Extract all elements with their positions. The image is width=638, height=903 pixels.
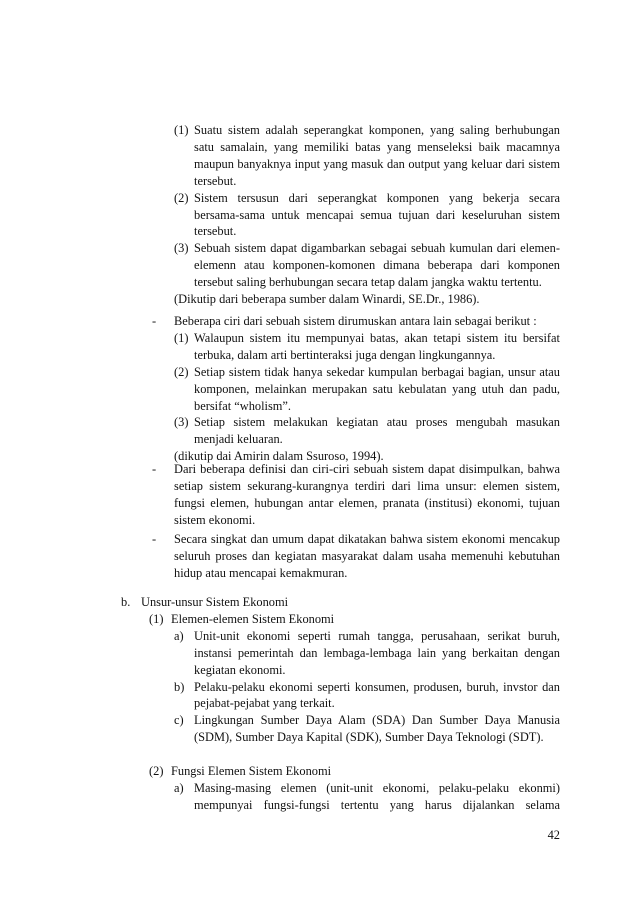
sub1-item-label: a): [174, 628, 184, 643]
definition-label: (3): [174, 241, 189, 256]
section-gap: [121, 746, 560, 763]
section-b-label: b.: [121, 595, 131, 609]
ringkas-text: Secara singkat dan umum dapat dikatakan bahwa sistem ekonomi mencakup seluruh proses dan kegiatan masyarakat dalam usaha memenuhi kebutuhan hidup atau mencapai kemakmuran.: [174, 532, 560, 580]
ciri-lead-text: Beberapa ciri dari sebuah sistem dirumuskan antara lain sebagai berikut :: [174, 314, 537, 328]
ringkas-section: [152, 531, 560, 582]
ciri-item-3: [174, 414, 560, 448]
definition-item-3: [174, 240, 560, 291]
sub1-label: (1): [149, 611, 164, 626]
ciri-lead: [152, 313, 560, 330]
ciri-text: Setiap sistem tidak hanya sekedar kumpulan berbagai bagian, unsur atau komponen, melainkan merupakan satu kebulatan yang utuh dan padu, bersifat “wholism”.: [194, 364, 560, 413]
ciri-label: (2): [174, 364, 189, 379]
sub1-item-label: c): [174, 713, 184, 728]
ciri-label: (1): [174, 330, 189, 345]
ciri-item-1: [174, 330, 560, 364]
ciri-source: (dikutip dai Amirin dalam Ssuroso, 1994).: [174, 449, 384, 464]
definition-source: (Dikutip dari beberapa sumber dalam Winardi, SE.Dr., 1986).: [174, 292, 480, 307]
sub2-label: (2): [149, 764, 164, 779]
sub2-heading: [149, 763, 560, 780]
section-b-heading: [121, 594, 560, 611]
definition-label: (1): [174, 123, 189, 137]
definition-text: Sistem tersusun dari seperangkat komponen yang bekerja secara bersama-sama untuk mencapai semua tujuan dari keseluruhan sistem tersebut.: [194, 190, 560, 239]
dash-bullet: -: [152, 532, 157, 546]
sub1-heading: [149, 611, 560, 628]
sub1-item-c: [174, 712, 560, 746]
sub1: [121, 611, 560, 746]
kesimpulan-paragraph: [152, 461, 560, 529]
sub2-item-label: a): [174, 781, 184, 796]
sub1-title: Elemen-elemen Sistem Ekonomi: [171, 611, 335, 626]
dash-bullet: -: [152, 314, 157, 328]
ciri-list: [152, 330, 560, 465]
sub2-title: Fungsi Elemen Sistem Ekonomi: [171, 764, 332, 779]
ringkas-paragraph: [152, 531, 560, 582]
ciri-label: (3): [174, 415, 189, 430]
sub2-item-text: Masing-masing elemen (unit-unit ekonomi, pelaku-pelaku ekonmi) mempunyai fungsi-fungsi tertentu yang harus dijalankan selama: [194, 781, 560, 812]
section-b-title: Unsur-unsur Sistem Ekonomi: [141, 595, 289, 609]
definition-text: Sebuah sistem dapat digambarkan sebagai sebuah kumulan dari elemen-elemenn atau komponen-komonen dimana beberapa dari komponen tersebut saling berhubungan secara tetap dalam jangka waktu tertentu.: [194, 241, 560, 290]
definition-item-2: [174, 190, 560, 241]
definition-item-1: [174, 122, 560, 190]
ciri-text: Walaupun sistem itu mempunyai batas, akan tetapi sistem itu bersifat terbuka, dalam arti bertinteraksi juga dengan lingkungannya.: [194, 330, 560, 362]
sub1-item-text: Pelaku-pelaku ekonomi seperti konsumen, produsen, buruh, invstor dan pejabat-pejabat yang terkait.: [194, 679, 560, 711]
page-number: 42: [547, 828, 560, 842]
definition-label: (2): [174, 190, 189, 205]
sub1-item-text: Unit-unit ekonomi seperti rumah tangga, perusahaan, serikat buruh, instansi pemerintah dan lembaga-lembaga lain yang berkaitan dengan kegiatan ekonomi.: [194, 628, 560, 677]
sub1-list: [149, 628, 560, 746]
ciri-item-2: [174, 364, 560, 415]
sub2-item-a: [174, 780, 560, 814]
kesimpulan-text: Dari beberapa definisi dan ciri-ciri sebuah sistem dapat disimpulkan, bahwa setiap sistem sekurang-kurangnya terdiri dari lima unsur: elemen sistem, fungsi elemen, hubungan antar elemen, pranata (institusi) ekonomi, tujuan sistem ekonomi.: [174, 462, 560, 527]
sub1-item-b: [174, 679, 560, 713]
kesimpulan-section: [152, 461, 560, 529]
definition-text: Suatu sistem adalah seperangkat komponen, yang saling berhubungan satu samalain, yang memiliki batas yang menseleksi baik macamnya maupun banyaknya input yang masuk dan output yang keluar dari sistem tersebut.: [194, 123, 560, 188]
dash-bullet: -: [152, 462, 157, 476]
ciri-section: [152, 313, 560, 465]
ciri-text: Setiap sistem melakukan kegiatan atau proses mengubah masukan menjadi keluaran.: [194, 415, 560, 447]
definition-list: [174, 122, 560, 308]
sub2: [121, 763, 560, 814]
sub1-item-label: b): [174, 679, 185, 694]
sub1-item-a: [174, 628, 560, 679]
sub2-list: [149, 780, 560, 814]
sub1-item-text: Lingkungan Sumber Daya Alam (SDA) Dan Sumber Daya Manusia (SDM), Sumber Daya Kapital (SDK), Sumber Daya Teknologi (SDT).: [194, 713, 560, 745]
section-b: [121, 594, 560, 814]
